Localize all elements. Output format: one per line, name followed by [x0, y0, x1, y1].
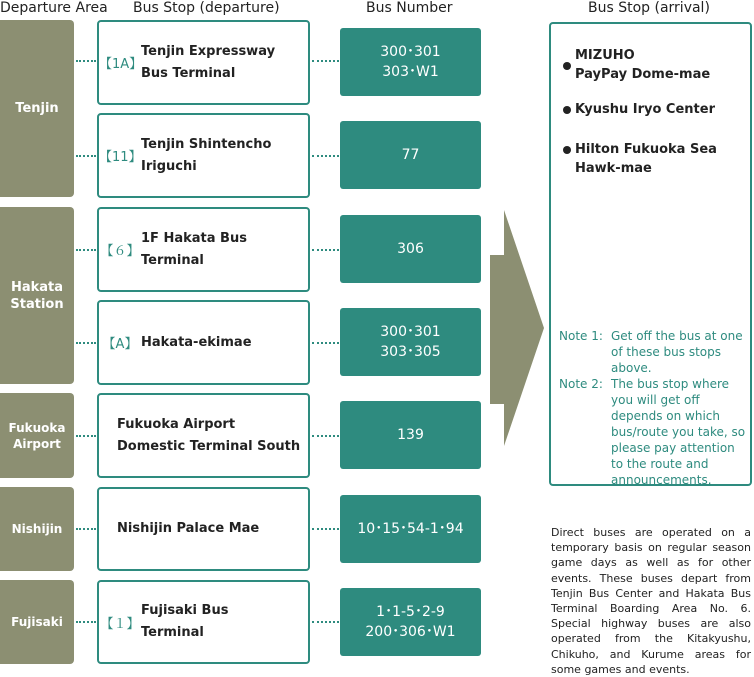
stop-box-fujisaki: [97, 580, 310, 664]
stop-box-nishijin-palace: [97, 487, 310, 571]
area-tenjin: [0, 20, 74, 197]
area-fukuoka-line1: Fukuoka: [8, 420, 66, 435]
connector: [312, 342, 339, 344]
connector: [312, 155, 339, 157]
area-tenjin-label: Tenjin: [15, 101, 59, 116]
area-hakata-line1: Hakata: [10, 279, 64, 295]
arrival-item-hilton: Hilton Fukuoka Sea Hawk-mae: [563, 140, 717, 178]
header-bus-stop-departure: Bus Stop (departure): [133, 0, 280, 16]
stop-name: 1F Hakata Bus Terminal: [141, 230, 247, 268]
connector: [312, 435, 339, 437]
connector: [312, 621, 339, 623]
area-hakata-station: [0, 207, 74, 384]
area-fujisaki: [0, 580, 74, 664]
arrival-box: [549, 22, 752, 486]
stop-name: Fukuoka Airport Domestic Terminal South: [117, 416, 301, 454]
connector: [76, 155, 96, 157]
bus-number-box: 1･1-5･2-9 200･306･W1: [340, 588, 481, 656]
bus-number-box: 77: [340, 121, 481, 189]
header-bus-stop-arrival: Bus Stop (arrival): [588, 0, 710, 16]
stop-code: 【11】: [99, 150, 142, 165]
arrival-item-mizuho: MIZUHO PayPay Dome-mae: [563, 46, 710, 84]
stop-code: 【A】: [102, 337, 138, 352]
bus-number-box: 10･15･54-1･94: [340, 495, 481, 563]
bus-number-box: 306: [340, 215, 481, 283]
note-2: Note 2: The bus stop where you will get off depends on which bus/route you take, so please pay attention to the route and announcements.: [559, 377, 746, 487]
area-hakata-line2: Station: [10, 296, 64, 312]
stop-box-hakata-ekimae: [97, 300, 310, 385]
stop-code: 【６】: [100, 244, 140, 259]
area-fukuoka-airport: [0, 393, 74, 478]
stop-name: Fujisaki Bus Terminal: [141, 603, 229, 640]
area-nishijin: [0, 487, 74, 571]
stop-name: Hakata-ekimae: [141, 334, 252, 350]
connector: [76, 435, 96, 437]
bullet-icon: [563, 62, 571, 70]
stop-box-tenjin-expressway: [97, 20, 310, 105]
stop-code: 【１】: [100, 616, 140, 632]
connector: [76, 60, 96, 62]
connector: [312, 60, 339, 62]
header-departure-area: Departure Area: [0, 0, 108, 16]
bullet-icon: [563, 106, 571, 114]
stop-name: Tenjin Expressway Bus Terminal: [141, 43, 276, 81]
footer-note: Direct buses are operated on a temporary basis on regular season game days as well as for other events. These buses depart from Tenjin Bus Center and Hakata Bus Terminal Boarding Area No. 6. Special highway buses are also operated from the Kitakyushu, Chikuho, and Kurume areas for some games and events.: [551, 526, 751, 676]
bullet-icon: [563, 146, 571, 154]
stop-code: 【1A】: [99, 57, 143, 72]
header-bus-number: Bus Number: [366, 0, 453, 16]
bus-number-box: 300･301 303･305: [340, 308, 481, 376]
connector: [76, 621, 96, 623]
note-1: Note 1: Get off the bus at one of these bus stops above.: [559, 329, 743, 375]
stop-name: Nishijin Palace Mae: [117, 521, 260, 536]
area-fujisaki-label: Fujisaki: [11, 615, 63, 629]
connector: [312, 249, 339, 251]
connector: [76, 249, 96, 251]
area-fukuoka-line2: Airport: [13, 436, 61, 451]
area-nishijin-label: Nishijin: [11, 522, 63, 536]
stop-box-fukuoka-airport: [97, 393, 310, 478]
connector: [76, 342, 96, 344]
connector: [76, 528, 96, 530]
bus-number-box: 300･301 303･W1: [340, 28, 481, 96]
arrival-item-kyushu: Kyushu Iryo Center: [563, 100, 715, 119]
stop-box-tenjin-shintencho: [97, 113, 310, 198]
connector: [312, 528, 339, 530]
bus-number-box: 139: [340, 401, 481, 469]
direction-arrow-icon: [490, 210, 550, 450]
stop-box-hakata-bus-terminal: [97, 207, 310, 292]
stop-name: Tenjin Shintencho Iriguchi: [141, 136, 272, 174]
